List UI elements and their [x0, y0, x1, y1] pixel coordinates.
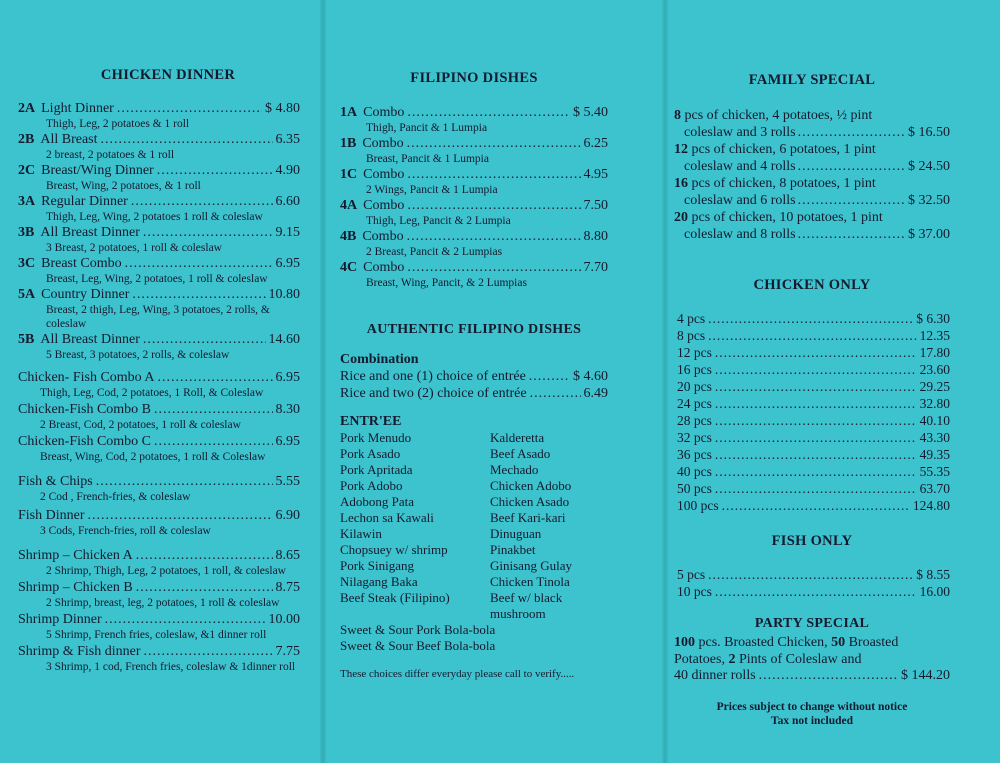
family-special-line1 — [674, 107, 950, 124]
family-special-line2 — [674, 124, 950, 141]
item-description: Thigh, Leg, Cod, 2 potatoes, 1 Roll, & Coleslaw — [40, 387, 264, 399]
menu-item-row — [18, 256, 300, 272]
family-special-pcs: 16 — [674, 176, 688, 191]
item-price: $ 4.60 — [573, 369, 608, 384]
party-text-4: Pints of Coleslaw and — [735, 652, 862, 667]
dot-leader — [715, 463, 917, 480]
menu-item-row — [18, 434, 300, 450]
entree-item: Beef w/ black mushroom — [490, 590, 563, 621]
dot-leader — [715, 583, 917, 600]
item-code: 1B — [340, 136, 357, 151]
item-name: All Breast Dinner — [40, 225, 140, 240]
party-text-3: Potatoes, — [674, 652, 729, 667]
dot-leader — [715, 395, 917, 412]
item-price: 5.55 — [275, 474, 300, 489]
item-code: 1C — [340, 167, 358, 182]
item-name: Combo — [362, 136, 404, 151]
item-price: 8.65 — [275, 548, 300, 563]
item-price: $ 5.40 — [573, 105, 608, 120]
item-price: 9.15 — [275, 225, 300, 240]
item-name: Combo — [363, 105, 405, 120]
menu-item-row — [340, 198, 608, 214]
item-name: Fish & Chips — [18, 474, 93, 489]
dot-leader — [144, 644, 273, 660]
item-name: 28 pcs — [677, 413, 712, 428]
fish-only-heading: FISH ONLY — [771, 533, 853, 549]
item-description: Thigh, Leg, Wing, 2 potatoes 1 roll & coleslaw — [46, 211, 263, 223]
menu-item-row — [18, 332, 300, 348]
entree-item: Nilagang Baka — [340, 574, 418, 589]
item-name: Shrimp – Chicken B — [18, 580, 133, 595]
entree-item: Pinakbet — [490, 542, 536, 557]
menu-item-row — [18, 474, 300, 490]
entree-note: These choices differ everyday please call to verify..... — [340, 668, 575, 680]
footer-note — [674, 700, 950, 728]
item-name: Chicken-Fish Combo B — [18, 402, 152, 417]
entree-item: Kilawin — [340, 526, 382, 541]
item-price: 4.95 — [583, 167, 608, 182]
item-price: 6.95 — [275, 370, 300, 385]
item-price: 63.70 — [919, 481, 950, 496]
menu-item-row — [677, 566, 950, 583]
item-price: 14.60 — [268, 332, 300, 347]
entree-item: Adobong Pata — [340, 494, 415, 509]
dot-leader — [143, 225, 273, 241]
dot-leader — [708, 327, 917, 344]
entree-item: Pork Adobo — [340, 478, 403, 493]
menu-item-row — [340, 260, 608, 276]
item-name: Rice and one (1) choice of entrée — [340, 369, 526, 384]
item-name: 40 pcs — [677, 464, 712, 479]
dot-leader — [798, 158, 906, 175]
item-price: 6.95 — [275, 256, 300, 271]
item-code: 5A — [18, 287, 36, 302]
item-price: $ 6.30 — [916, 311, 950, 326]
item-description: 2 Wings, Pancit & 1 Lumpia — [366, 184, 498, 196]
filipino-heading: FILIPINO DISHES — [410, 70, 538, 86]
item-name: 36 pcs — [677, 447, 712, 462]
chicken-dinner-column — [18, 0, 300, 674]
item-price: 8.30 — [275, 402, 300, 417]
dot-leader — [407, 105, 570, 121]
menu-item-row — [18, 101, 300, 117]
menu-item-row — [677, 583, 950, 600]
tax-note: Tax not included — [770, 715, 854, 727]
item-price: 7.70 — [583, 260, 608, 275]
chicken-dinner-heading: CHICKEN DINNER — [100, 67, 236, 83]
dot-leader — [132, 287, 265, 303]
dot-leader — [154, 434, 272, 450]
item-description: Thigh, Pancit & 1 Lumpia — [366, 122, 488, 134]
item-price: 40.10 — [919, 413, 950, 428]
dot-leader — [798, 226, 906, 243]
entree-item: Beef Asado — [490, 446, 551, 461]
entree-item: Mechado — [490, 462, 539, 477]
item-price: 6.60 — [275, 194, 300, 209]
dot-leader — [798, 192, 906, 209]
menu-item-row — [677, 310, 950, 327]
entree-item: Pork Apritada — [340, 462, 413, 477]
dot-leader — [722, 497, 910, 514]
dot-leader — [407, 260, 580, 276]
entree-list — [340, 430, 608, 622]
item-price: 124.80 — [912, 498, 950, 513]
item-name: Shrimp Dinner — [18, 612, 102, 627]
item-price: $ 8.55 — [916, 567, 950, 582]
item-name: 20 pcs — [677, 379, 712, 394]
specials-column — [674, 0, 950, 728]
item-price: 10.80 — [268, 287, 300, 302]
family-special-price: $ 16.50 — [908, 125, 950, 140]
item-description: 2 breast, 2 potatoes & 1 roll — [46, 149, 175, 161]
dot-leader — [131, 194, 273, 210]
menu-item-row — [340, 105, 608, 121]
item-price: 6.25 — [583, 136, 608, 151]
family-special-heading: FAMILY SPECIAL — [748, 72, 876, 88]
item-description: Breast, Wing, Pancit, & 2 Lumpias — [366, 277, 527, 289]
item-price: 6.35 — [275, 132, 300, 147]
item-name: 50 pcs — [677, 481, 712, 496]
item-description: 2 Shrimp, breast, leg, 2 potatoes, 1 roll & coleslaw — [46, 597, 280, 609]
dot-leader — [105, 612, 266, 628]
fold-line-left — [320, 0, 326, 763]
family-special-item — [674, 209, 950, 243]
entree-item: Chicken Asado — [490, 494, 570, 509]
dot-leader — [157, 163, 273, 179]
item-description: 2 Breast, Pancit & 2 Lumpias — [366, 246, 503, 258]
combination-label: Combination — [340, 352, 419, 367]
menu-item-row — [18, 644, 300, 660]
dot-leader — [125, 256, 273, 272]
item-description: 2 Breast, Cod, 2 potatoes, 1 roll & coleslaw — [40, 419, 241, 431]
dot-leader — [407, 136, 581, 152]
menu-item-row — [18, 163, 300, 179]
dot-leader — [88, 508, 273, 524]
item-description: 3 Shrimp, 1 cod, French fries, coleslaw & 1dinner roll — [46, 661, 296, 673]
item-description: Breast, Wing, Cod, 2 potatoes, 1 roll & Coleslaw — [40, 451, 266, 463]
item-price: 4.90 — [275, 163, 300, 178]
family-special-item — [674, 141, 950, 175]
dot-leader — [708, 566, 913, 583]
dot-leader — [529, 369, 570, 385]
item-code: 5B — [18, 332, 35, 347]
dot-leader — [96, 474, 273, 490]
family-special-item — [674, 107, 950, 141]
entree-item: Chopsuey w/ shrimp — [340, 542, 448, 557]
item-description: Breast, Wing, 2 potatoes, & 1 roll — [46, 180, 201, 192]
item-price: 43.30 — [919, 430, 950, 445]
item-code: 3B — [18, 225, 35, 240]
menu-item-row — [340, 136, 608, 152]
entree-item: Chicken Tinola — [490, 574, 570, 589]
item-price: 8.80 — [583, 229, 608, 244]
dot-leader — [530, 386, 581, 402]
dot-leader — [407, 167, 580, 183]
item-description: Breast, Pancit & 1 Lumpia — [366, 153, 489, 165]
family-special-desc1: pcs of chicken, 8 potatoes, 1 pint — [691, 176, 876, 191]
item-price: 6.95 — [275, 434, 300, 449]
item-name: All Breast — [40, 132, 98, 147]
item-name: Shrimp & Fish dinner — [18, 644, 141, 659]
price-change-note: Prices subject to change without notice — [716, 701, 908, 713]
item-name: Combo — [363, 260, 405, 275]
entree-label: ENTR'EE — [340, 414, 402, 429]
menu-item-row — [677, 327, 950, 344]
dot-leader — [117, 101, 262, 117]
item-price: 29.25 — [919, 379, 950, 394]
menu-item-row — [340, 229, 608, 245]
family-special-desc1: pcs of chicken, 6 potatoes, 1 pint — [691, 142, 876, 157]
party-text-5: 40 dinner rolls — [674, 668, 756, 683]
dot-leader — [715, 361, 917, 378]
family-special-desc2: coleslaw and 4 rolls — [684, 159, 796, 174]
menu-item-row — [677, 429, 950, 446]
dot-leader — [407, 229, 581, 245]
item-name: 8 pcs — [677, 328, 706, 343]
dot-leader — [715, 344, 917, 361]
item-code: 3A — [18, 194, 36, 209]
item-description: 3 Breast, 2 potatoes, 1 roll & coleslaw — [46, 242, 222, 254]
family-special-desc1: pcs of chicken, 4 potatoes, ½ pint — [684, 108, 873, 123]
party-price: $ 144.20 — [901, 668, 950, 683]
item-name: 100 pcs — [677, 498, 719, 513]
menu-item-row — [677, 361, 950, 378]
menu-item-row — [18, 225, 300, 241]
entree-item: Kalderetta — [490, 430, 545, 445]
item-price: 7.75 — [275, 644, 300, 659]
dot-leader — [407, 198, 580, 214]
party-special-heading: PARTY SPECIAL — [754, 616, 870, 631]
menu-item-row — [18, 132, 300, 148]
entree-item: Sweet & Sour Beef Bola-bola — [340, 638, 496, 653]
entree-item: Pork Menudo — [340, 430, 412, 445]
item-description: 2 Cod , French-fries, & coleslaw — [40, 491, 191, 503]
fold-line-right — [662, 0, 668, 763]
entree-item: Lechon sa Kawali — [340, 510, 434, 525]
menu-item-row — [18, 580, 300, 596]
family-special-pcs: 12 — [674, 142, 688, 157]
item-price: 49.35 — [919, 447, 950, 462]
item-name: 32 pcs — [677, 430, 712, 445]
item-name: 10 pcs — [677, 584, 712, 599]
menu-item-row — [677, 412, 950, 429]
item-code: 4A — [340, 198, 358, 213]
family-special-pcs: 20 — [674, 210, 688, 225]
family-special-desc2: coleslaw and 3 rolls — [684, 125, 796, 140]
family-special-line1 — [674, 141, 950, 158]
item-description: Breast, Leg, Wing, 2 potatoes, 1 roll & coleslaw — [46, 273, 268, 285]
menu-item-row — [18, 548, 300, 564]
menu-item-row — [677, 378, 950, 395]
family-special-line2 — [674, 226, 950, 243]
item-name: 5 pcs — [677, 567, 706, 582]
item-code: 2C — [18, 163, 36, 178]
item-description: 5 Shrimp, French fries, coleslaw, &1 dinner roll — [46, 629, 267, 641]
dot-leader — [101, 132, 273, 148]
authentic-filipino-heading: AUTHENTIC FILIPINO DISHES — [366, 322, 582, 337]
family-special-item — [674, 175, 950, 209]
party-special-text — [674, 634, 950, 684]
party-qty-coleslaw: 2 — [728, 652, 736, 667]
menu-item-row — [18, 612, 300, 628]
item-name: Country Dinner — [41, 287, 130, 302]
family-special-line2 — [674, 158, 950, 175]
menu-item-row — [677, 395, 950, 412]
party-price-row — [674, 668, 950, 684]
entree-item: Chicken Adobo — [490, 478, 572, 493]
item-price: 16.00 — [919, 584, 950, 599]
item-name: 24 pcs — [677, 396, 712, 411]
dot-leader — [798, 124, 906, 141]
filipino-column — [340, 0, 608, 680]
dot-leader — [158, 370, 273, 386]
dot-leader — [136, 580, 273, 596]
item-code: 2B — [18, 132, 35, 147]
family-special-desc1: pcs of chicken, 10 potatoes, 1 pint — [691, 210, 883, 225]
item-name: Combo — [362, 229, 404, 244]
item-description: 3 Cods, French-fries, roll & coleslaw — [40, 525, 211, 537]
item-price: $ 4.80 — [265, 101, 300, 116]
item-name: 4 pcs — [677, 311, 706, 326]
menu-item-row — [18, 370, 300, 386]
item-description: Breast, 2 thigh, Leg, Wing, 3 potatoes, 2 rolls, & coleslaw — [46, 304, 270, 330]
family-special-desc2: coleslaw and 6 rolls — [684, 193, 796, 208]
dot-leader — [715, 412, 917, 429]
dot-leader — [715, 429, 917, 446]
party-qty-chicken: 100 — [674, 635, 695, 650]
entree-item: Pork Asado — [340, 446, 401, 461]
entree-item: Ginisang Gulay — [490, 558, 572, 573]
menu-item-row — [18, 194, 300, 210]
family-special-price: $ 37.00 — [908, 227, 950, 242]
family-special-price: $ 24.50 — [908, 159, 950, 174]
item-price: 17.80 — [919, 345, 950, 360]
entree-item: Dinuguan — [490, 526, 542, 541]
dot-leader — [136, 548, 273, 564]
entree-item: Pork Sinigang — [340, 558, 415, 573]
dot-leader — [143, 332, 266, 348]
item-description: Thigh, Leg, Pancit & 2 Lumpia — [366, 215, 511, 227]
menu-item-row — [18, 508, 300, 524]
item-price: 6.49 — [583, 386, 608, 401]
item-price: 10.00 — [268, 612, 300, 627]
item-name: 16 pcs — [677, 362, 712, 377]
item-name: Fish Dinner — [18, 508, 85, 523]
dot-leader — [715, 378, 917, 395]
party-qty-potatoes: 50 — [831, 635, 846, 650]
menu-item-row — [677, 446, 950, 463]
chicken-only-heading: CHICKEN ONLY — [753, 277, 871, 293]
menu-item-row — [677, 480, 950, 497]
family-special-pcs: 8 — [674, 108, 681, 123]
family-special-line1 — [674, 175, 950, 192]
item-name: Shrimp – Chicken A — [18, 548, 133, 563]
item-name: Breast/Wing Dinner — [41, 163, 154, 178]
entree-item: Beef Kari-kari — [490, 510, 566, 525]
item-name: Rice and two (2) choice of entrée — [340, 386, 527, 401]
item-name: Combo — [363, 198, 405, 213]
item-name: All Breast Dinner — [40, 332, 140, 347]
item-price: 8.75 — [275, 580, 300, 595]
item-code: 1A — [340, 105, 358, 120]
entree-item: Sweet & Sour Pork Bola-bola — [340, 622, 496, 637]
dot-leader — [715, 446, 917, 463]
item-description: Thigh, Leg, 2 potatoes & 1 roll — [46, 118, 190, 130]
party-text-1: pcs. Broasted Chicken, — [695, 635, 832, 650]
item-price: 12.35 — [919, 328, 950, 343]
item-price: 32.80 — [919, 396, 950, 411]
item-price: 55.35 — [919, 464, 950, 479]
item-description: 2 Shrimp, Thigh, Leg, 2 potatoes, 1 roll, & coleslaw — [46, 565, 286, 577]
item-code: 4B — [340, 229, 357, 244]
dot-leader — [708, 310, 913, 327]
item-name: Chicken- Fish Combo A — [18, 370, 155, 385]
item-name: Combo — [363, 167, 405, 182]
item-price: 23.60 — [919, 362, 950, 377]
item-name: 12 pcs — [677, 345, 712, 360]
item-code: 2A — [18, 101, 36, 116]
item-code: 3C — [18, 256, 36, 271]
menu-item-row — [677, 463, 950, 480]
menu-item-row — [18, 287, 300, 303]
family-special-desc2: coleslaw and 8 rolls — [684, 227, 796, 242]
dot-leader — [715, 480, 917, 497]
family-special-price: $ 32.50 — [908, 193, 950, 208]
family-special-line2 — [674, 192, 950, 209]
menu-item-row — [18, 402, 300, 418]
item-name: Light Dinner — [41, 101, 114, 116]
menu-item-row — [677, 497, 950, 514]
item-description: 5 Breast, 3 potatoes, 2 rolls, & coleslaw — [46, 349, 230, 361]
party-text-2: Broasted — [845, 635, 899, 650]
menu-item-row — [677, 344, 950, 361]
menu-item-row — [340, 167, 608, 183]
item-code: 4C — [340, 260, 358, 275]
item-name: Chicken-Fish Combo C — [18, 434, 152, 449]
menu-item-row — [340, 369, 608, 385]
item-name: Breast Combo — [41, 256, 122, 271]
item-price: 6.90 — [275, 508, 300, 523]
dot-leader — [154, 402, 272, 418]
entree-item: Beef Steak (Filipino) — [340, 590, 450, 605]
menu-item-row — [340, 386, 608, 402]
item-name: Regular Dinner — [41, 194, 128, 209]
family-special-line1 — [674, 209, 950, 226]
item-price: 7.50 — [583, 198, 608, 213]
